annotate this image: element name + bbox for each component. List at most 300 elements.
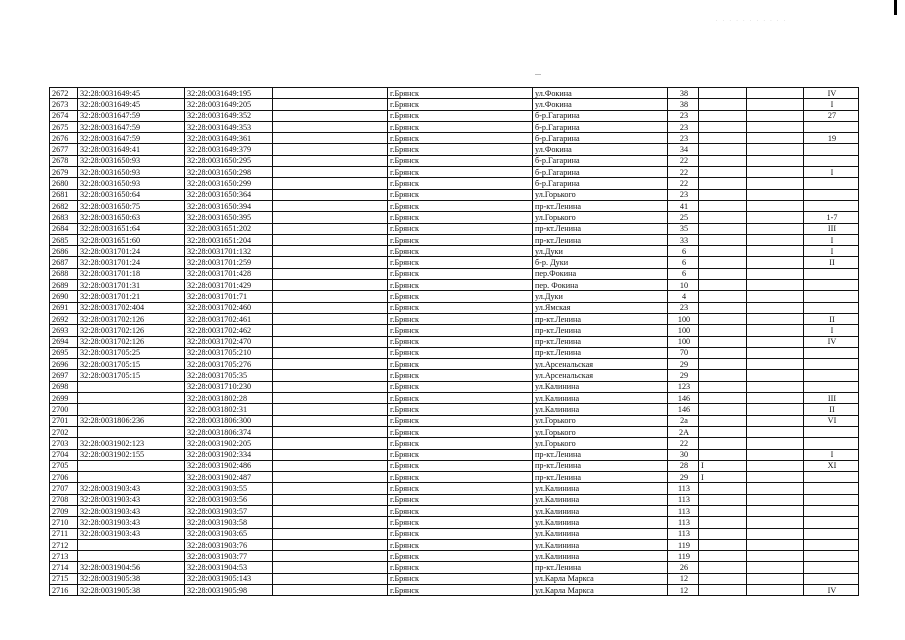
cell-cad2: 32:28:0031806:300 bbox=[185, 415, 273, 426]
cell-room: I bbox=[804, 325, 859, 336]
cell-room: 27 bbox=[804, 110, 859, 121]
cell-blank1 bbox=[273, 178, 388, 189]
cell-blank1 bbox=[273, 223, 388, 234]
cell-num: 2710 bbox=[50, 517, 78, 528]
cell-blank2 bbox=[747, 212, 804, 223]
cell-blank2 bbox=[747, 472, 804, 483]
cell-num: 2693 bbox=[50, 325, 78, 336]
cell-house: 113 bbox=[668, 528, 699, 539]
cell-blank1 bbox=[273, 313, 388, 324]
cell-city: г.Брянск bbox=[388, 517, 533, 528]
cell-blank2 bbox=[747, 562, 804, 573]
cell-city: г.Брянск bbox=[388, 88, 533, 99]
cell-cad2: 32:28:0031702:461 bbox=[185, 313, 273, 324]
cell-city: г.Брянск bbox=[388, 347, 533, 358]
cell-cad2: 32:28:0031705:35 bbox=[185, 370, 273, 381]
table-row bbox=[50, 234, 859, 245]
table-row bbox=[50, 494, 859, 505]
cell-blank1 bbox=[273, 144, 388, 155]
cell-cad1: 32:28:0031650:64 bbox=[78, 189, 185, 200]
cell-blank2 bbox=[747, 223, 804, 234]
cell-num: 2682 bbox=[50, 200, 78, 211]
cell-sub bbox=[699, 347, 747, 358]
cell-street: пер.Фокина bbox=[533, 268, 668, 279]
table-row bbox=[50, 212, 859, 223]
cell-cad1: 32:28:0031903:43 bbox=[78, 528, 185, 539]
cell-city: г.Брянск bbox=[388, 370, 533, 381]
cell-cad1: 32:28:0031647:59 bbox=[78, 133, 185, 144]
cell-city: г.Брянск bbox=[388, 167, 533, 178]
cell-street: ул.Калинина bbox=[533, 505, 668, 516]
cell-cad2: 32:28:0031903:57 bbox=[185, 505, 273, 516]
cell-cad2: 32:28:0031902:486 bbox=[185, 460, 273, 471]
table-row bbox=[50, 99, 859, 110]
table-row bbox=[50, 585, 859, 596]
cell-cad2: 32:28:0031650:394 bbox=[185, 200, 273, 211]
cell-cad2: 32:28:0031705:210 bbox=[185, 347, 273, 358]
cell-sub bbox=[699, 325, 747, 336]
cell-house: 6 bbox=[668, 246, 699, 257]
table-row bbox=[50, 438, 859, 449]
cell-num: 2699 bbox=[50, 393, 78, 404]
cell-blank2 bbox=[747, 415, 804, 426]
cell-cad1: 32:28:0031903:43 bbox=[78, 505, 185, 516]
cell-house: 123 bbox=[668, 381, 699, 392]
cell-room bbox=[804, 381, 859, 392]
cell-blank1 bbox=[273, 189, 388, 200]
cell-city: г.Брянск bbox=[388, 280, 533, 291]
cell-sub bbox=[699, 494, 747, 505]
cell-blank1 bbox=[273, 121, 388, 132]
cell-blank2 bbox=[747, 178, 804, 189]
cell-room bbox=[804, 438, 859, 449]
cell-num: 2696 bbox=[50, 359, 78, 370]
cell-cad2: 32:28:0031650:299 bbox=[185, 178, 273, 189]
cell-blank1 bbox=[273, 551, 388, 562]
cell-cad1: 32:28:0031903:43 bbox=[78, 517, 185, 528]
table-row bbox=[50, 178, 859, 189]
cell-street: ул.Калинина bbox=[533, 539, 668, 550]
cell-cad1 bbox=[78, 404, 185, 415]
cell-blank1 bbox=[273, 404, 388, 415]
cell-sub bbox=[699, 573, 747, 584]
table-row bbox=[50, 359, 859, 370]
cell-blank2 bbox=[747, 246, 804, 257]
cell-blank1 bbox=[273, 528, 388, 539]
cell-room bbox=[804, 551, 859, 562]
cell-cad1 bbox=[78, 472, 185, 483]
cell-blank1 bbox=[273, 234, 388, 245]
cell-sub bbox=[699, 88, 747, 99]
cell-cad1: 32:28:0031702:126 bbox=[78, 336, 185, 347]
cell-room bbox=[804, 268, 859, 279]
cell-sub bbox=[699, 438, 747, 449]
table-row bbox=[50, 460, 859, 471]
cell-blank2 bbox=[747, 88, 804, 99]
cell-house: 6 bbox=[668, 257, 699, 268]
cell-house: 25 bbox=[668, 212, 699, 223]
cell-num: 2706 bbox=[50, 472, 78, 483]
cell-cad2: 32:28:0031701:429 bbox=[185, 280, 273, 291]
cell-house: 30 bbox=[668, 449, 699, 460]
cell-num: 2686 bbox=[50, 246, 78, 257]
cell-blank2 bbox=[747, 528, 804, 539]
cell-blank2 bbox=[747, 257, 804, 268]
scan-edge-mark bbox=[894, 0, 897, 15]
table-row bbox=[50, 370, 859, 381]
cell-house: 23 bbox=[668, 121, 699, 132]
cell-num: 2694 bbox=[50, 336, 78, 347]
cell-street: пр-кт.Ленина bbox=[533, 313, 668, 324]
cell-cad1: 32:28:0031705:15 bbox=[78, 359, 185, 370]
cell-room bbox=[804, 200, 859, 211]
cell-street: ул.Фокина bbox=[533, 88, 668, 99]
cell-house: 113 bbox=[668, 483, 699, 494]
cell-city: г.Брянск bbox=[388, 189, 533, 200]
cell-num: 2688 bbox=[50, 268, 78, 279]
scan-noise-dots: . . . . . . . . . . . bbox=[716, 17, 788, 23]
cell-sub bbox=[699, 585, 747, 596]
cell-cad1: 32:28:0031903:43 bbox=[78, 494, 185, 505]
cell-cad1: 32:28:0031905:38 bbox=[78, 573, 185, 584]
cell-blank1 bbox=[273, 460, 388, 471]
cell-sub bbox=[699, 167, 747, 178]
cell-city: г.Брянск bbox=[388, 257, 533, 268]
cell-cad2: 32:28:0031806:374 bbox=[185, 426, 273, 437]
cell-street: б-р.Гагарина bbox=[533, 178, 668, 189]
cell-house: 23 bbox=[668, 189, 699, 200]
cell-city: г.Брянск bbox=[388, 505, 533, 516]
cell-street: пр-кт.Ленина bbox=[533, 336, 668, 347]
cell-city: г.Брянск bbox=[388, 223, 533, 234]
cell-room bbox=[804, 280, 859, 291]
cell-street: ул.Калинина bbox=[533, 381, 668, 392]
cell-cad1: 32:28:0031651:64 bbox=[78, 223, 185, 234]
cell-blank2 bbox=[747, 460, 804, 471]
cell-street: б-р.Гагарина bbox=[533, 121, 668, 132]
cell-room: I bbox=[804, 449, 859, 460]
cell-blank2 bbox=[747, 121, 804, 132]
cell-city: г.Брянск bbox=[388, 404, 533, 415]
cell-room: II bbox=[804, 257, 859, 268]
cell-city: г.Брянск bbox=[388, 234, 533, 245]
cell-city: г.Брянск bbox=[388, 381, 533, 392]
cell-blank1 bbox=[273, 573, 388, 584]
cell-room bbox=[804, 573, 859, 584]
cell-room bbox=[804, 426, 859, 437]
cell-city: г.Брянск bbox=[388, 268, 533, 279]
cell-blank2 bbox=[747, 336, 804, 347]
cell-cad2: 32:28:0031650:364 bbox=[185, 189, 273, 200]
cell-city: г.Брянск bbox=[388, 460, 533, 471]
cell-sub bbox=[699, 551, 747, 562]
cell-street: пр-кт.Ленина bbox=[533, 223, 668, 234]
cell-cad2: 32:28:0031702:470 bbox=[185, 336, 273, 347]
cell-blank1 bbox=[273, 291, 388, 302]
cell-street: ул.Калинина bbox=[533, 517, 668, 528]
cell-num: 2672 bbox=[50, 88, 78, 99]
table-row bbox=[50, 325, 859, 336]
cell-blank2 bbox=[747, 110, 804, 121]
cell-city: г.Брянск bbox=[388, 246, 533, 257]
cell-cad2: 32:28:0031701:428 bbox=[185, 268, 273, 279]
table-row bbox=[50, 449, 859, 460]
cell-cad2: 32:28:0031702:462 bbox=[185, 325, 273, 336]
cell-street: ул.Карла Маркса bbox=[533, 573, 668, 584]
cell-sub: I bbox=[699, 460, 747, 471]
cell-street: ул.Калинина bbox=[533, 404, 668, 415]
table-row bbox=[50, 110, 859, 121]
cell-sub bbox=[699, 189, 747, 200]
cell-blank1 bbox=[273, 212, 388, 223]
table-row bbox=[50, 167, 859, 178]
cell-blank2 bbox=[747, 268, 804, 279]
cell-street: ул.Горького bbox=[533, 415, 668, 426]
cell-sub bbox=[699, 268, 747, 279]
cell-street: б-р.Гагарина bbox=[533, 155, 668, 166]
cell-sub: I bbox=[699, 472, 747, 483]
cell-room bbox=[804, 483, 859, 494]
cell-house: 146 bbox=[668, 404, 699, 415]
cell-blank2 bbox=[747, 539, 804, 550]
cell-sub bbox=[699, 381, 747, 392]
cell-sub bbox=[699, 121, 747, 132]
cell-sub bbox=[699, 280, 747, 291]
cell-city: г.Брянск bbox=[388, 178, 533, 189]
cell-room bbox=[804, 178, 859, 189]
cell-blank2 bbox=[747, 347, 804, 358]
cell-blank1 bbox=[273, 200, 388, 211]
cell-blank2 bbox=[747, 133, 804, 144]
cell-room bbox=[804, 562, 859, 573]
cell-city: г.Брянск bbox=[388, 313, 533, 324]
cell-city: г.Брянск bbox=[388, 200, 533, 211]
cell-street: ул.Горького bbox=[533, 189, 668, 200]
cell-num: 2708 bbox=[50, 494, 78, 505]
cell-street: пр-кт.Ленина bbox=[533, 472, 668, 483]
cell-cad2: 32:28:0031902:487 bbox=[185, 472, 273, 483]
cell-city: г.Брянск bbox=[388, 359, 533, 370]
cell-room bbox=[804, 302, 859, 313]
cell-blank2 bbox=[747, 359, 804, 370]
cell-num: 2702 bbox=[50, 426, 78, 437]
cell-cad1: 32:28:0031650:93 bbox=[78, 178, 185, 189]
cell-house: 119 bbox=[668, 539, 699, 550]
cell-num: 2712 bbox=[50, 539, 78, 550]
cell-room bbox=[804, 505, 859, 516]
cell-house: 23 bbox=[668, 110, 699, 121]
cell-num: 2680 bbox=[50, 178, 78, 189]
cell-city: г.Брянск bbox=[388, 336, 533, 347]
table-row bbox=[50, 381, 859, 392]
cell-cad1: 32:28:0031702:126 bbox=[78, 313, 185, 324]
cell-cad2: 32:28:0031649:195 bbox=[185, 88, 273, 99]
cell-house: 33 bbox=[668, 234, 699, 245]
registry-table-body bbox=[50, 88, 859, 596]
cell-street: б-р. Дуки bbox=[533, 257, 668, 268]
cell-city: г.Брянск bbox=[388, 494, 533, 505]
cell-num: 2697 bbox=[50, 370, 78, 381]
cell-house: 29 bbox=[668, 359, 699, 370]
cell-street: ул.Горького bbox=[533, 438, 668, 449]
cell-city: г.Брянск bbox=[388, 551, 533, 562]
cell-room: I bbox=[804, 99, 859, 110]
cell-num: 2681 bbox=[50, 189, 78, 200]
cell-blank1 bbox=[273, 562, 388, 573]
cell-num: 2716 bbox=[50, 585, 78, 596]
cell-room: I bbox=[804, 234, 859, 245]
cell-num: 2698 bbox=[50, 381, 78, 392]
cell-house: 100 bbox=[668, 325, 699, 336]
cell-house: 70 bbox=[668, 347, 699, 358]
cell-blank2 bbox=[747, 155, 804, 166]
cell-city: г.Брянск bbox=[388, 155, 533, 166]
cell-house: 2А bbox=[668, 426, 699, 437]
cell-cad1: 32:28:0031650:93 bbox=[78, 167, 185, 178]
cell-cad1: 32:28:0031649:45 bbox=[78, 99, 185, 110]
cell-blank2 bbox=[747, 438, 804, 449]
cell-num: 2677 bbox=[50, 144, 78, 155]
cell-house: 34 bbox=[668, 144, 699, 155]
cell-room bbox=[804, 539, 859, 550]
cell-house: 113 bbox=[668, 517, 699, 528]
table-row bbox=[50, 246, 859, 257]
cell-cad2: 32:28:0031903:55 bbox=[185, 483, 273, 494]
cell-cad1 bbox=[78, 426, 185, 437]
table-row bbox=[50, 415, 859, 426]
cell-blank2 bbox=[747, 325, 804, 336]
cell-num: 2691 bbox=[50, 302, 78, 313]
cell-city: г.Брянск bbox=[388, 133, 533, 144]
cell-cad2: 32:28:0031649:361 bbox=[185, 133, 273, 144]
cell-blank1 bbox=[273, 483, 388, 494]
cell-blank1 bbox=[273, 302, 388, 313]
cell-house: 100 bbox=[668, 313, 699, 324]
cell-blank2 bbox=[747, 370, 804, 381]
cell-room: II bbox=[804, 313, 859, 324]
cell-street: ул.Калинина bbox=[533, 551, 668, 562]
cell-num: 2683 bbox=[50, 212, 78, 223]
cell-room: 19 bbox=[804, 133, 859, 144]
cell-num: 2701 bbox=[50, 415, 78, 426]
cell-city: г.Брянск bbox=[388, 426, 533, 437]
cell-cad2: 32:28:0031705:276 bbox=[185, 359, 273, 370]
cell-cad2: 32:28:0031802:28 bbox=[185, 393, 273, 404]
table-row bbox=[50, 189, 859, 200]
table-row bbox=[50, 133, 859, 144]
cell-blank2 bbox=[747, 551, 804, 562]
cell-room: IV bbox=[804, 585, 859, 596]
cell-street: б-р.Гагарина bbox=[533, 167, 668, 178]
cell-house: 38 bbox=[668, 99, 699, 110]
cell-cad1: 32:28:0031902:123 bbox=[78, 438, 185, 449]
cell-cad2: 32:28:0031651:204 bbox=[185, 234, 273, 245]
cell-cad2: 32:28:0031701:259 bbox=[185, 257, 273, 268]
cell-street: ул.Горького bbox=[533, 426, 668, 437]
cell-num: 2703 bbox=[50, 438, 78, 449]
cell-house: 26 bbox=[668, 562, 699, 573]
cell-blank1 bbox=[273, 539, 388, 550]
cell-num: 2713 bbox=[50, 551, 78, 562]
table-row bbox=[50, 483, 859, 494]
cell-num: 2705 bbox=[50, 460, 78, 471]
cell-street: ул.Калинина bbox=[533, 494, 668, 505]
cell-num: 2673 bbox=[50, 99, 78, 110]
cell-city: г.Брянск bbox=[388, 438, 533, 449]
cell-cad1: 32:28:0031701:18 bbox=[78, 268, 185, 279]
cell-house: 23 bbox=[668, 302, 699, 313]
cell-cad1: 32:28:0031647:59 bbox=[78, 121, 185, 132]
cell-room bbox=[804, 494, 859, 505]
cell-blank2 bbox=[747, 99, 804, 110]
scan-noise-dash bbox=[535, 74, 541, 75]
cell-blank2 bbox=[747, 189, 804, 200]
table-row bbox=[50, 257, 859, 268]
cell-cad2: 32:28:0031905:143 bbox=[185, 573, 273, 584]
cell-sub bbox=[699, 133, 747, 144]
cell-sub bbox=[699, 404, 747, 415]
cell-sub bbox=[699, 449, 747, 460]
cell-house: 29 bbox=[668, 370, 699, 381]
cell-cad1: 32:28:0031701:24 bbox=[78, 257, 185, 268]
cell-blank1 bbox=[273, 438, 388, 449]
cell-sub bbox=[699, 562, 747, 573]
cell-cad1 bbox=[78, 460, 185, 471]
registry-table bbox=[49, 87, 859, 596]
cell-room bbox=[804, 472, 859, 483]
cell-city: г.Брянск bbox=[388, 585, 533, 596]
cell-blank2 bbox=[747, 381, 804, 392]
cell-blank2 bbox=[747, 144, 804, 155]
cell-room: VI bbox=[804, 415, 859, 426]
cell-blank2 bbox=[747, 404, 804, 415]
cell-sub bbox=[699, 539, 747, 550]
cell-room bbox=[804, 291, 859, 302]
cell-house: 22 bbox=[668, 438, 699, 449]
cell-house: 113 bbox=[668, 505, 699, 516]
cell-blank2 bbox=[747, 573, 804, 584]
cell-city: г.Брянск bbox=[388, 99, 533, 110]
cell-blank2 bbox=[747, 313, 804, 324]
cell-sub bbox=[699, 200, 747, 211]
cell-street: пр-кт.Ленина bbox=[533, 325, 668, 336]
table-row bbox=[50, 573, 859, 584]
table-row bbox=[50, 517, 859, 528]
cell-cad2: 32:28:0031650:295 bbox=[185, 155, 273, 166]
cell-city: г.Брянск bbox=[388, 212, 533, 223]
cell-blank1 bbox=[273, 494, 388, 505]
cell-house: 41 bbox=[668, 200, 699, 211]
cell-blank1 bbox=[273, 325, 388, 336]
cell-sub bbox=[699, 144, 747, 155]
cell-blank1 bbox=[273, 347, 388, 358]
cell-room bbox=[804, 347, 859, 358]
cell-cad2: 32:28:0031903:76 bbox=[185, 539, 273, 550]
cell-room: I bbox=[804, 246, 859, 257]
cell-blank2 bbox=[747, 505, 804, 516]
cell-cad2: 32:28:0031649:205 bbox=[185, 99, 273, 110]
cell-street: пр-кт.Ленина bbox=[533, 347, 668, 358]
cell-blank2 bbox=[747, 585, 804, 596]
cell-cad2: 32:28:0031902:205 bbox=[185, 438, 273, 449]
cell-street: пр-кт.Ленина bbox=[533, 460, 668, 471]
cell-cad2: 32:28:0031701:71 bbox=[185, 291, 273, 302]
cell-house: 12 bbox=[668, 573, 699, 584]
cell-room bbox=[804, 189, 859, 200]
cell-blank2 bbox=[747, 426, 804, 437]
cell-city: г.Брянск bbox=[388, 144, 533, 155]
cell-room: I bbox=[804, 167, 859, 178]
